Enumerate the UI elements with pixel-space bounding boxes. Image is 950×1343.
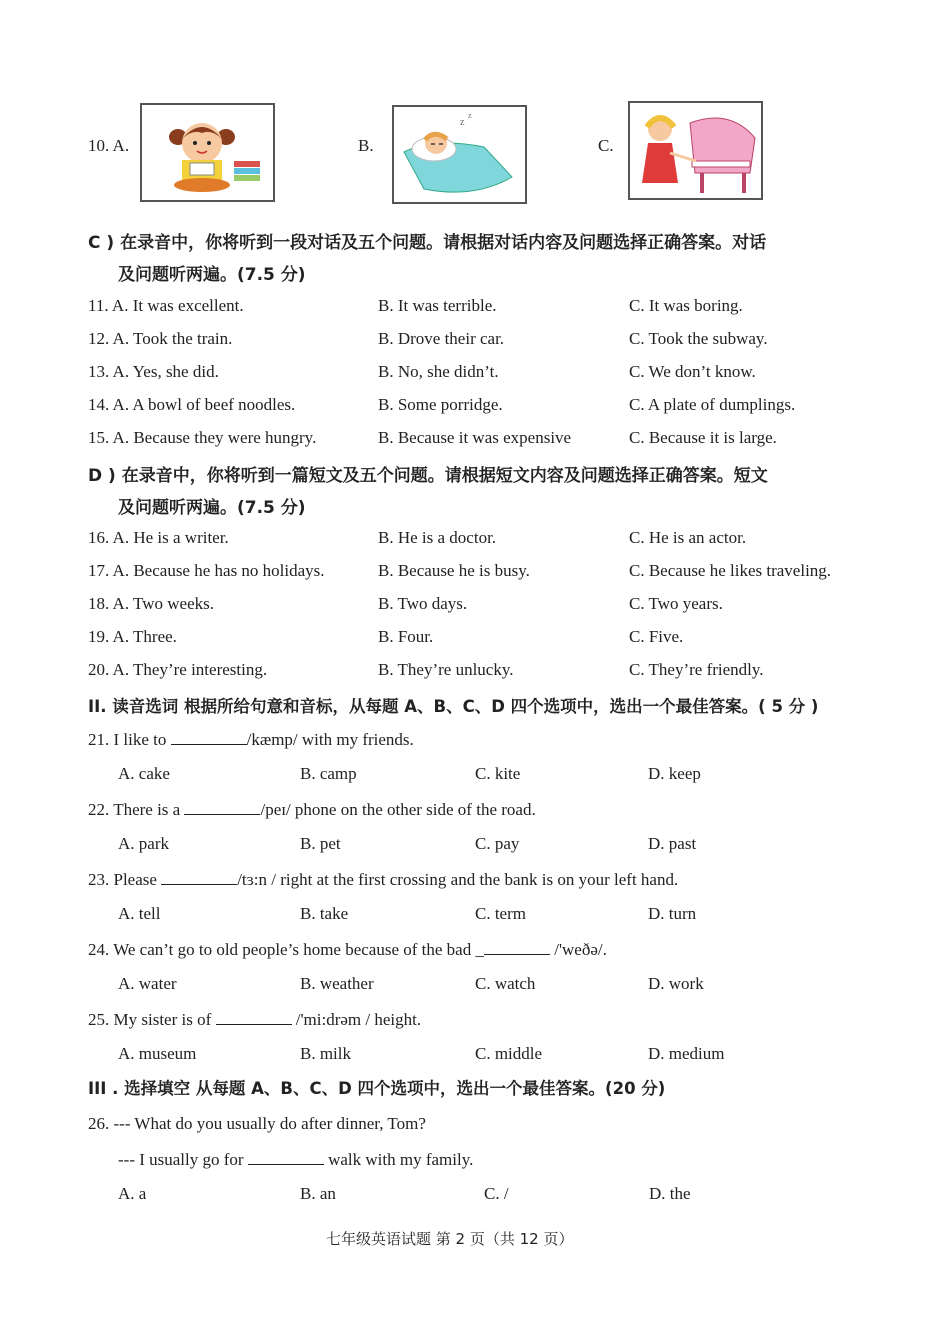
option-a: 17. A. Because he has no holidays. <box>88 561 325 580</box>
option-c[interactable]: C. middle <box>475 1044 543 1063</box>
q21-text-pre: 21. I like to <box>88 730 171 749</box>
option-b[interactable]: B. pet <box>300 834 341 853</box>
option-b: B. Because he is busy. <box>378 561 530 580</box>
answer-blank[interactable] <box>484 940 550 955</box>
option-a[interactable]: A. tell <box>118 904 161 923</box>
svg-text:z: z <box>468 111 472 120</box>
q26-line1: 26. --- What do you usually do after dinner, Tom? <box>88 1114 426 1133</box>
q24-stem <box>88 940 607 960</box>
option-a: 18. A. Two weeks. <box>88 594 214 613</box>
answer-blank[interactable] <box>161 870 237 885</box>
q22-stem <box>88 800 536 820</box>
option-c[interactable]: C. term <box>475 904 526 923</box>
section-ii-heading: II. 读音选词 根据所给句意和音标，从每题 A、B、C、D 四个选项中，选出一个最佳答案。( 5 分 ) <box>88 697 819 716</box>
option-a: 12. A. Took the train. <box>88 329 233 348</box>
q25-stem <box>88 1010 421 1030</box>
answer-blank[interactable] <box>216 1010 292 1025</box>
option-b: B. It was terrible. <box>378 296 497 315</box>
section-c-heading-line2: 及问题听两遍。(7.5 分) <box>118 265 306 285</box>
q26-text-pre: --- I usually go for <box>118 1150 248 1169</box>
section-iii-heading: III . 选择填空 从每题 A、B、C、D 四个选项中，选出一个最佳答案。(20 分) <box>88 1079 666 1098</box>
option-c: C. They’re friendly. <box>629 660 764 679</box>
q25-text-pre: 25. My sister is of <box>88 1010 216 1029</box>
answer-blank[interactable] <box>171 730 247 745</box>
svg-text:z: z <box>460 117 465 128</box>
option-d[interactable]: D. work <box>648 974 704 993</box>
q22-text-post: /peɪ/ phone on the other side of the road. <box>260 800 536 819</box>
answer-blank[interactable] <box>248 1150 324 1165</box>
option-b: B. They’re unlucky. <box>378 660 514 679</box>
option-a: 19. A. Three. <box>88 627 177 646</box>
option-b: B. Because it was expensive <box>378 428 572 447</box>
option-c[interactable]: C. kite <box>475 764 521 783</box>
q10-label-b: B. <box>358 136 374 155</box>
option-c: C. He is an actor. <box>629 528 747 547</box>
option-d[interactable]: D. the <box>649 1184 691 1203</box>
option-a: 15. A. Because they were hungry. <box>88 428 317 447</box>
q26-line2 <box>118 1150 473 1170</box>
q24-text-pre: 24. We can’t go to old people’s home because of the bad _ <box>88 940 484 959</box>
q23-stem <box>88 870 678 890</box>
option-c: C. We don’t know. <box>629 362 756 381</box>
section-d-heading-line1: D ) 在录音中，你将听到一篇短文及五个问题。请根据短文内容及问题选择正确答案。短文 <box>88 466 768 486</box>
answer-blank[interactable] <box>184 800 260 815</box>
q23-text-post: /tɜ:n / right at the first crossing and the bank is on your left hand. <box>237 870 679 889</box>
option-b: B. No, she didn’t. <box>378 362 499 381</box>
option-b[interactable]: B. an <box>300 1184 336 1203</box>
option-d[interactable]: D. keep <box>648 764 701 783</box>
option-b: B. Two days. <box>378 594 468 613</box>
q22-text-pre: 22. There is a <box>88 800 185 819</box>
q26-text-post: walk with my family. <box>323 1150 474 1169</box>
girl-sleeping-image <box>392 105 527 204</box>
q10-label-c: C. <box>598 136 614 155</box>
option-a: 14. A. A bowl of beef noodles. <box>88 395 296 414</box>
option-b: B. Some porridge. <box>378 395 503 414</box>
option-b[interactable]: B. take <box>300 904 349 923</box>
option-c[interactable]: C. / <box>484 1184 509 1203</box>
option-a: 20. A. They’re interesting. <box>88 660 268 679</box>
girl-reading-image <box>140 103 275 202</box>
option-c: C. Because it is large. <box>629 428 777 447</box>
option-b: B. He is a doctor. <box>378 528 497 547</box>
option-a[interactable]: A. museum <box>118 1044 197 1063</box>
option-c[interactable]: C. watch <box>475 974 536 993</box>
option-a[interactable]: A. park <box>118 834 169 853</box>
option-c[interactable]: C. pay <box>475 834 520 853</box>
option-a[interactable]: A. a <box>118 1184 147 1203</box>
page-footer: 七年级英语试题 第 2 页（共 12 页） <box>326 1230 574 1248</box>
option-d[interactable]: D. past <box>648 834 697 853</box>
option-c: C. Five. <box>629 627 684 646</box>
option-a: 11. A. It was excellent. <box>88 296 244 315</box>
q21-stem <box>88 730 414 750</box>
option-a[interactable]: A. water <box>118 974 177 993</box>
q25-text-post: /'mi:drəm / height. <box>291 1010 422 1029</box>
section-c-heading-line1: C ) 在录音中，你将听到一段对话及五个问题。请根据对话内容及问题选择正确答案。对话 <box>88 233 767 253</box>
q24-text-post: /'weðə/. <box>549 940 607 959</box>
option-c: C. Took the subway. <box>629 329 768 348</box>
option-a: 13. A. Yes, she did. <box>88 362 219 381</box>
option-b: B. Four. <box>378 627 434 646</box>
option-b: B. Drove their car. <box>378 329 505 348</box>
q21-text-post: /kæmp/ with my friends. <box>246 730 414 749</box>
option-c: C. Two years. <box>629 594 723 613</box>
option-c: C. A plate of dumplings. <box>629 395 796 414</box>
q10-label-a: 10. A. <box>88 136 130 155</box>
option-d[interactable]: D. medium <box>648 1044 725 1063</box>
option-a: 16. A. He is a writer. <box>88 528 229 547</box>
option-b[interactable]: B. weather <box>300 974 374 993</box>
q23-text-pre: 23. Please <box>88 870 162 889</box>
option-b[interactable]: B. camp <box>300 764 357 783</box>
option-d[interactable]: D. turn <box>648 904 697 923</box>
section-d-heading-line2: 及问题听两遍。(7.5 分) <box>118 498 306 518</box>
option-b[interactable]: B. milk <box>300 1044 352 1063</box>
option-c: C. It was boring. <box>629 296 743 315</box>
option-c: C. Because he likes traveling. <box>629 561 832 580</box>
girl-playing-piano-image <box>628 101 763 200</box>
option-a[interactable]: A. cake <box>118 764 170 783</box>
